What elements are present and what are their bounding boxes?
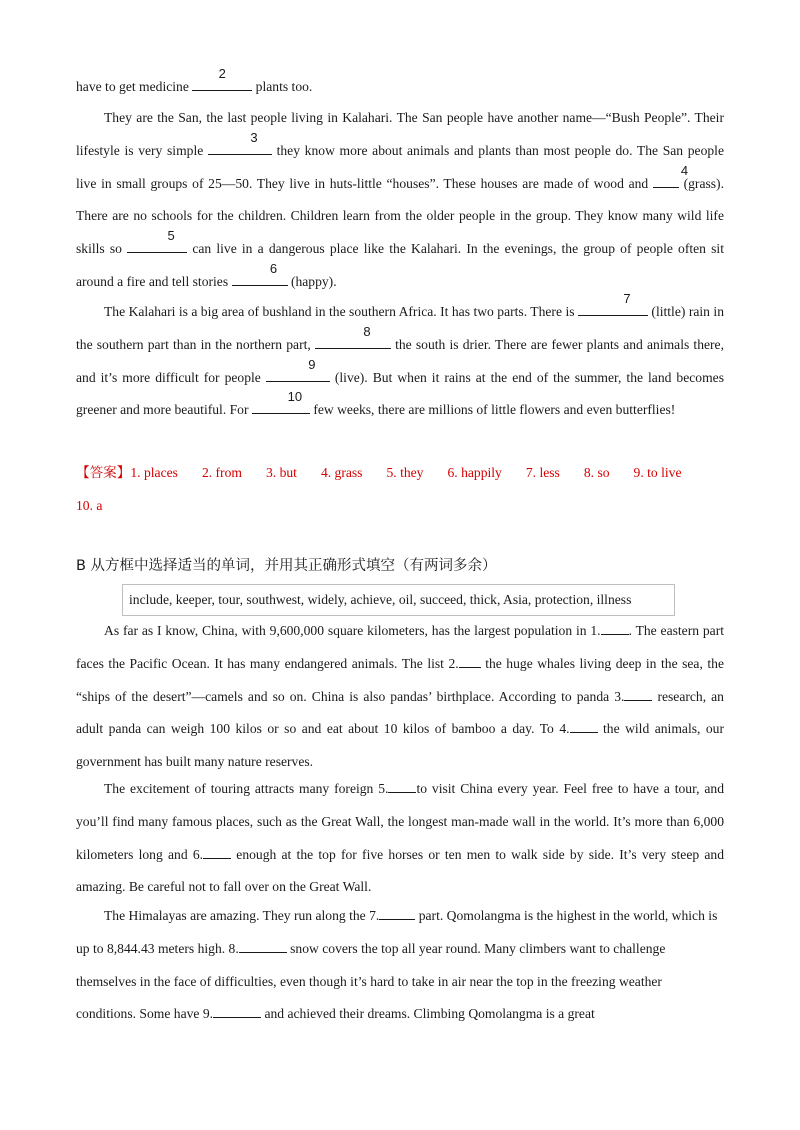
answer-item: 6. happily xyxy=(447,465,502,480)
blank-b4[interactable] xyxy=(570,720,598,733)
blank-5[interactable]: 5 xyxy=(127,238,187,253)
text: and achieved their dreams. Climbing Qomolangma is a great xyxy=(264,1006,595,1022)
blank-b1[interactable] xyxy=(601,622,629,635)
blank-4[interactable]: 4 xyxy=(653,173,679,188)
text: enough at the top for five horses or ten men to walk side by side. It’s very steep and amazing. Be careful not to fall over on the Great Wall. xyxy=(76,846,724,895)
text: The excitement of touring attracts many foreign 5. xyxy=(104,781,389,796)
text: part. Qomolangma is the highest in the world, which is up to 8,844.43 meters high. 8. xyxy=(76,908,718,956)
answer-label: 【答案】 xyxy=(76,465,131,480)
blank-6[interactable]: 6 xyxy=(232,271,288,286)
answer-item: 9. to live xyxy=(633,465,682,480)
section-b-paragraph-1 xyxy=(76,615,724,779)
text: to visit China every year. Feel free to have a tour, and you’ll find many famous places, such as the Great Wall, the longest man-made wall in the world. It’s more than 6,000 kilometers long and 6. xyxy=(76,781,724,862)
answer-item: 7. less xyxy=(525,465,560,480)
text: the wild animals, our government has built many nature reserves. xyxy=(76,721,725,770)
blank-9[interactable]: 9 xyxy=(266,367,330,382)
blank-b3[interactable] xyxy=(624,688,652,701)
blank-b6[interactable] xyxy=(203,846,231,859)
text: the south is drier. There are fewer plants and animals there, and it’s more difficult for people xyxy=(76,336,724,385)
answer-item: 3. but xyxy=(265,465,297,480)
text: The Kalahari is a big area of bushland in the southern Africa. It has two parts. There is xyxy=(104,304,575,319)
blank-7[interactable]: 7 xyxy=(578,301,648,316)
text: the huge whales living deep in the sea, the “ships of the desert”—camels and so on. China is also pandas’ birthplace. According to panda 3. xyxy=(76,655,724,704)
blank-b2[interactable] xyxy=(459,655,481,668)
answer-item: 10. a xyxy=(76,497,103,513)
passage-a-paragraph-3 xyxy=(76,291,724,427)
text: have to get medicine xyxy=(76,79,189,94)
passage-a-line-1 xyxy=(76,66,724,104)
blank-2[interactable]: 2 xyxy=(192,76,252,91)
passage-a-paragraph-2 xyxy=(76,102,724,299)
text: few weeks, there are millions of little flowers and even butterflies! xyxy=(313,402,676,418)
text: (happy). xyxy=(290,273,337,289)
text: plants too. xyxy=(255,79,313,94)
text: As far as I know, China, with 9,600,000 square kilometers, has the largest population in 1. xyxy=(104,623,601,638)
text: They are the San, the last people living in Kalahari. The San people have another name—“Bush People”. Their lifestyle is very simple xyxy=(76,110,724,158)
section-b-paragraph-3 xyxy=(76,900,724,1031)
blank-3[interactable]: 3 xyxy=(208,140,272,155)
answer-key xyxy=(76,457,724,523)
text: . The eastern part faces the Pacific Ocean. It has many endangered animals. The list 2. xyxy=(76,623,725,671)
text: can live in a dangerous place like the Kalahari. In the evenings, the group of people often sit around a fire and tell stories xyxy=(76,241,724,289)
text: The Himalayas are amazing. They run along the 7. xyxy=(104,908,380,923)
answer-item: 8. so xyxy=(583,465,610,480)
blank-8[interactable]: 8 xyxy=(315,334,391,349)
blank-b8[interactable] xyxy=(239,940,287,953)
answer-item: 2. from xyxy=(201,465,242,480)
blank-b7[interactable] xyxy=(379,907,415,920)
text: research, an adult panda can weigh 100 kilos or so and eat about 10 kilos of bamboo a day. To 4. xyxy=(76,688,724,737)
answer-item: 4. grass xyxy=(320,465,363,480)
blank-10[interactable]: 10 xyxy=(252,399,310,414)
text: snow covers the top all year round. Many climbers want to challenge themselves in the face of difficulties, even though it’s hard to take in air near the top in the freezing weather conditions. Some have 9. xyxy=(76,940,666,1022)
text: (little) rain in the southern part than in the northern part, xyxy=(76,304,724,352)
section-b-paragraph-2 xyxy=(76,773,724,904)
word-bank-box: include, keeper, tour, southwest, widely, achieve, oil, succeed, thick, Asia, protection, illness xyxy=(122,584,675,616)
answer-item: 5. they xyxy=(386,465,424,480)
blank-b5[interactable] xyxy=(388,780,416,793)
answer-item: 1. places xyxy=(130,465,178,480)
section-b-heading: B 从方框中选择适当的单词，并用其正确形式填空（有两词多余） xyxy=(76,558,497,574)
text: (grass). There are no schools for the children. Children learn from the older people in the group. They know many wild life skills so xyxy=(76,175,724,257)
text: (live). But when it rains at the end of the summer, the land becomes greener and more beautiful. For xyxy=(76,369,724,418)
blank-b9[interactable] xyxy=(213,1005,261,1018)
text: they know more about animals and plants than most people do. The San people live in small groups of 25—50. They live in huts-little “houses”. These houses are made of wood and xyxy=(76,142,724,191)
